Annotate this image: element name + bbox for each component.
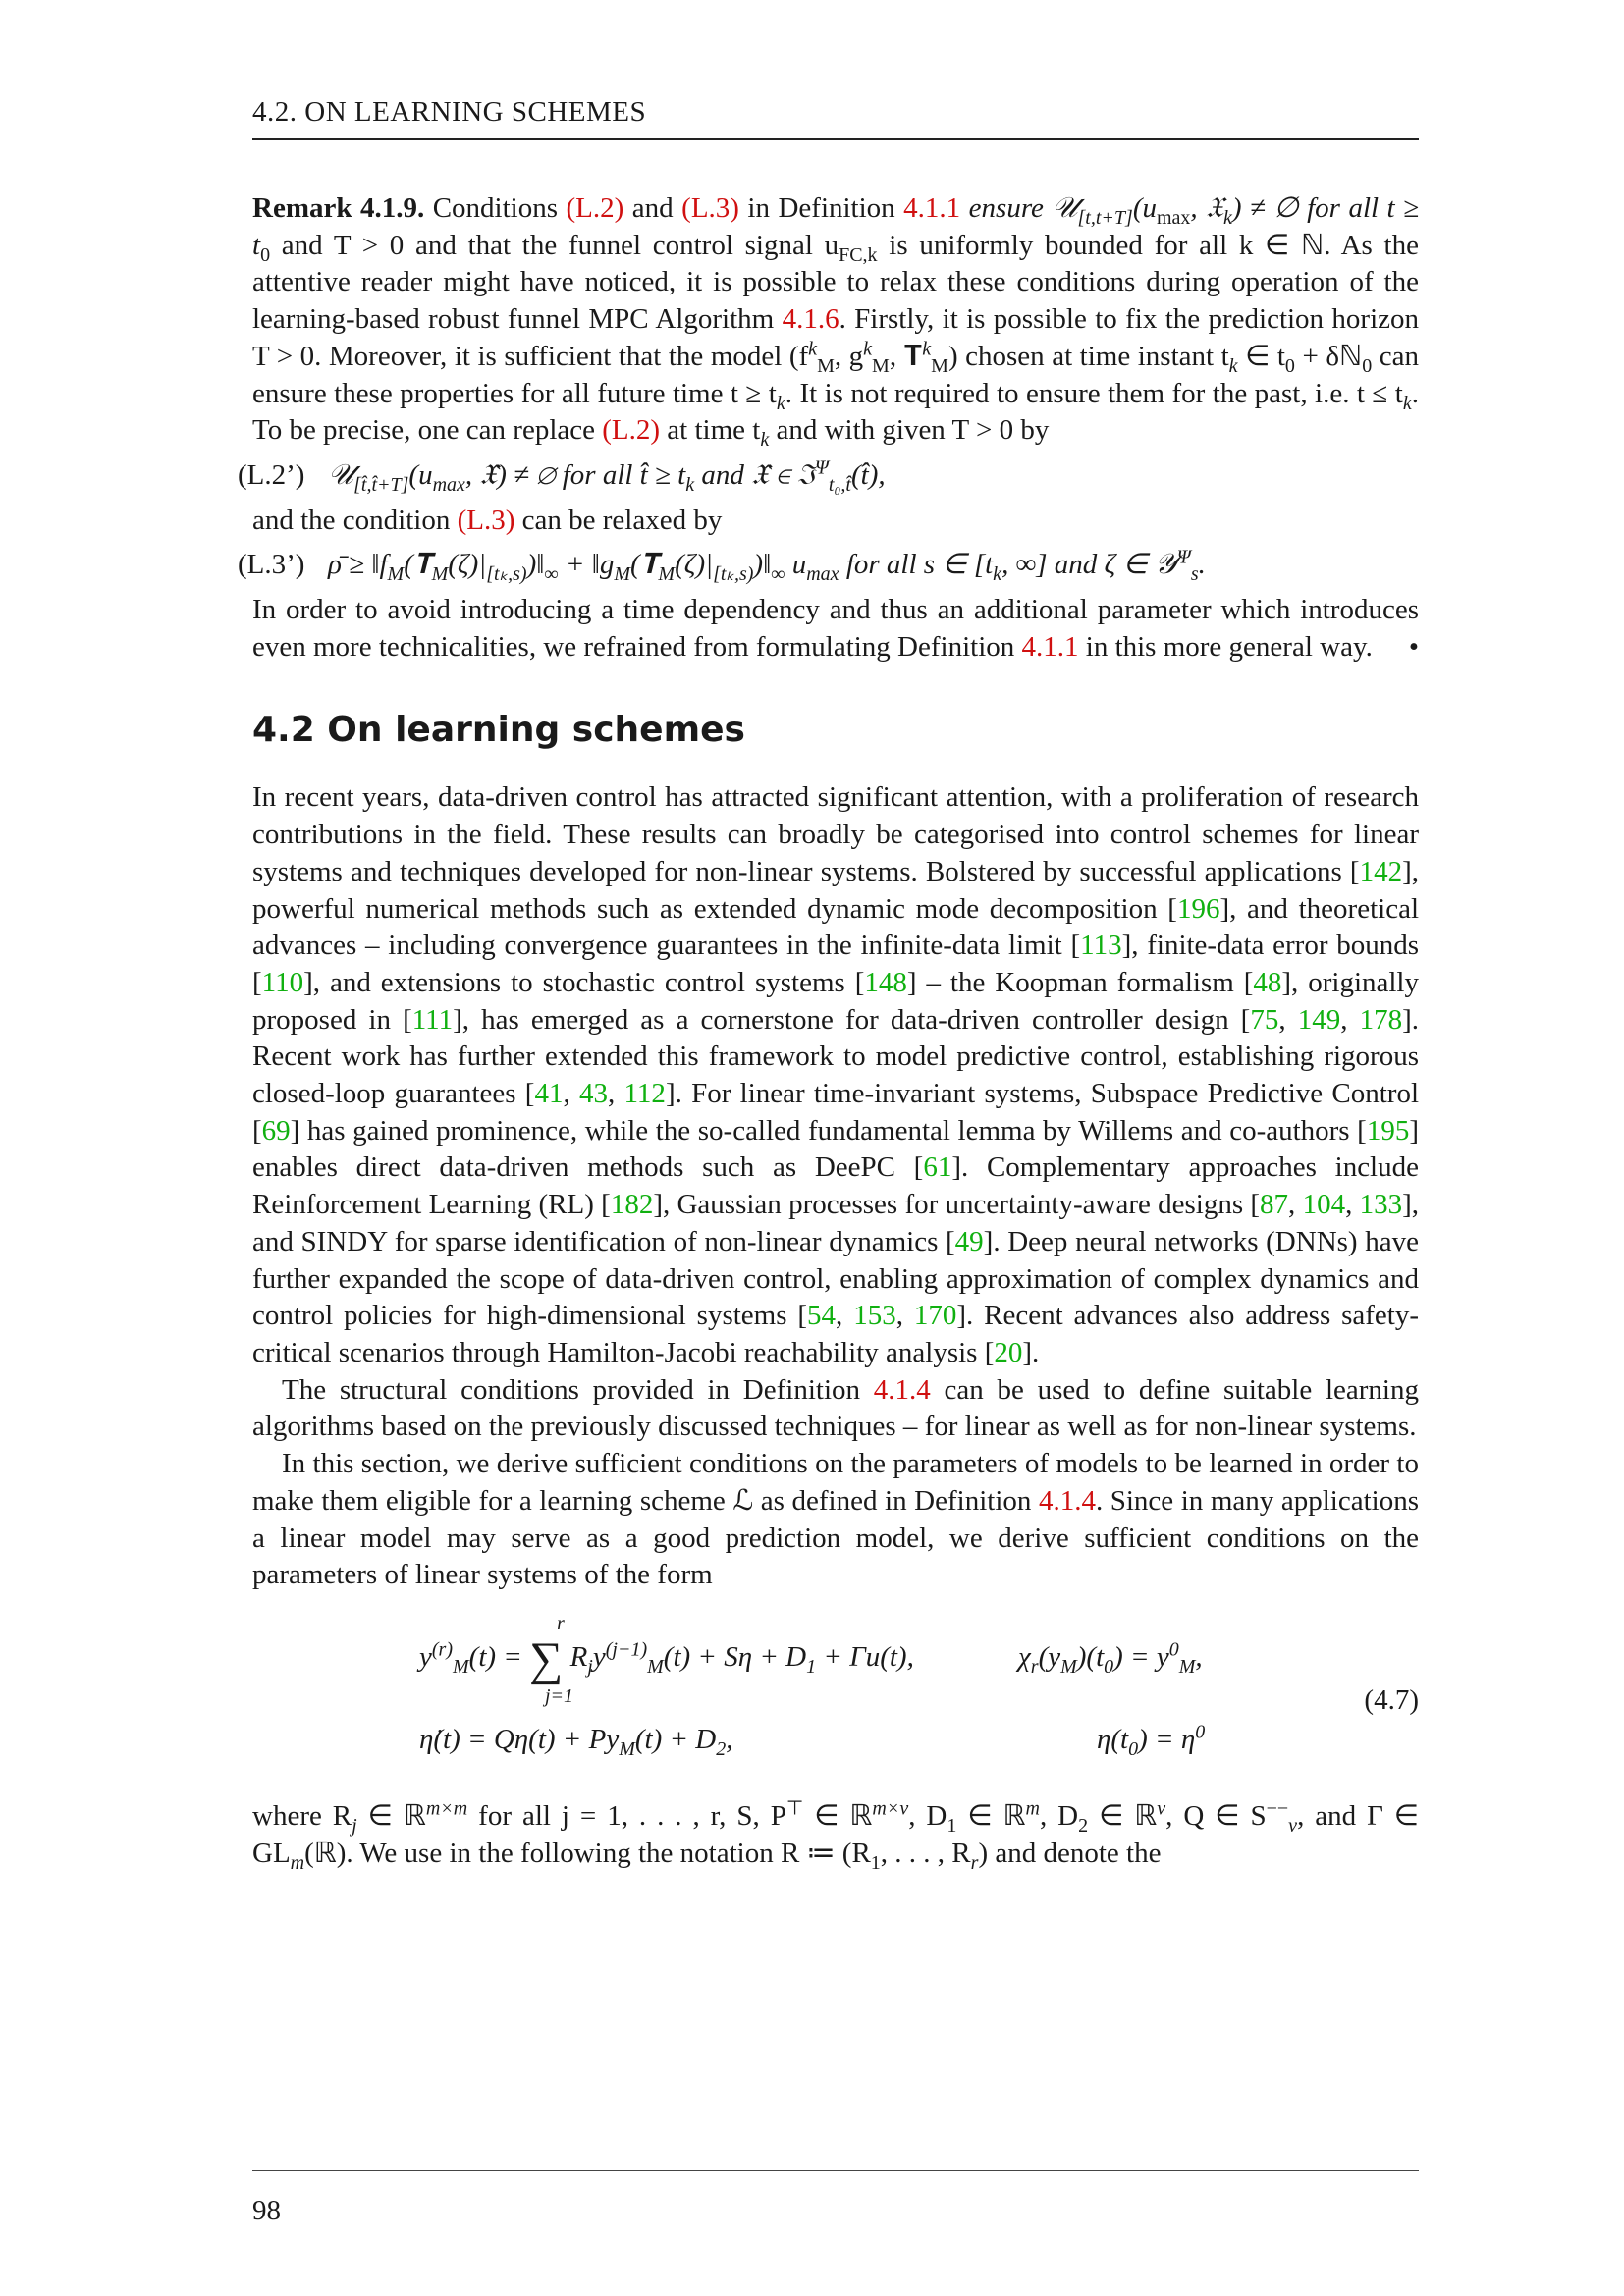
ref-l2[interactable]: (L.2) (602, 414, 661, 447)
equation-row-2: η̇(t) = $Q\eta(t) + Py_M(t) + D_2$, (419, 1723, 733, 1760)
section-heading: 4.2 On learning schemes (252, 710, 745, 751)
condition-text: ρ̄ ≥ $‖f_M(𝐓_M(\zeta)|_{[t_k,s)})‖_\infty$ + $‖g_M(𝐓_M(\zeta)|_{[t_k,s)})‖_\infty$ $u_{max}$ for all s ∈ [$t_k$, ∞] and ζ ∈ 𝒴$^\Psi_s$. (328, 546, 1206, 586)
citation[interactable]: 111 (411, 1003, 454, 1036)
citation[interactable]: 148 (864, 966, 907, 998)
ref-def-4-1-4[interactable]: 4.1.4 (1038, 1484, 1096, 1517)
remark-paragraph-3: In order to avoid introducing a time dependency and thus an additional parameter which introduces even more technicalities, we refrained from formulating Definition 4.1.1 in this more general way. • (252, 592, 1419, 666)
ref-l3[interactable]: (L.3) (457, 504, 515, 536)
section-paragraph-2: The structural conditions provided in Definition 4.1.4 can be used to define suitable learning algorithms based on the previously discussed techniques – for linear as well as for non-linear systems. (252, 1373, 1419, 1443)
condition-label: (L.2’) (238, 458, 305, 491)
citation[interactable]: 61 (923, 1151, 952, 1184)
citation[interactable]: 196 (1176, 892, 1220, 925)
condition-text: $𝒰_{[t̂,t̂+T]}(u_{max}$, 𝔛̂) ≠ ∅ for all t̂ ≥ $t_k$ and 𝔛̂ ∈ ℑ$^\Psi_{t_0,t̂}$(t̂), (328, 456, 886, 496)
citation[interactable]: 149 (1297, 1003, 1341, 1036)
citation[interactable]: 178 (1359, 1003, 1403, 1036)
citation[interactable]: 170 (913, 1300, 957, 1332)
remark-label: Remark 4.1.9. (252, 192, 425, 224)
ref-alg-4-1-6[interactable]: 4.1.6 (782, 303, 839, 336)
citation[interactable]: 110 (261, 966, 304, 998)
citation[interactable]: 41 (534, 1078, 564, 1110)
citation[interactable]: 112 (623, 1078, 666, 1110)
citation[interactable]: 54 (807, 1300, 837, 1332)
citation[interactable]: 87 (1260, 1189, 1289, 1221)
running-header: 4.2. ON LEARNING SCHEMES (252, 96, 647, 128)
condition-label: (L.3’) (238, 549, 305, 581)
end-of-remark-mark: • (1408, 630, 1419, 663)
citation[interactable]: 75 (1250, 1003, 1279, 1036)
citation[interactable]: 182 (610, 1189, 654, 1221)
citation[interactable]: 195 (1366, 1114, 1410, 1147)
equation-4-7 (252, 1612, 1419, 1781)
footer-rule (252, 2170, 1419, 2171)
remark-paragraph-2: and the condition (L.3) can be relaxed by (252, 504, 723, 536)
citation[interactable]: 153 (853, 1300, 896, 1332)
sum-symbol: ∑ (529, 1632, 564, 1685)
citation[interactable]: 20 (994, 1336, 1023, 1368)
section-paragraph-4: where $R_j$ ∈ ℝ$^{m\times m}$ for all j = 1, . . . , r, S, P⊤ ∈ ℝ$^{m\times\nu}$, $D_1$ ∈ ℝ$^m$, $D_2$ ∈ ℝ$^\nu$, Q ∈ $S^{--}_\nu$, and Γ ∈ $GL_m(ℝ)$. We use in the following the notation R ≔ ($R_1$, . . . , $R_r$) and denote the (252, 1797, 1420, 1874)
ref-l3[interactable]: (L.3) (681, 192, 739, 224)
sum-upper-limit: r (557, 1612, 565, 1634)
ref-def-4-1-4[interactable]: 4.1.4 (873, 1373, 931, 1406)
equation-initial-condition-2: $\eta(t_0) = \eta^0$ (1097, 1721, 1206, 1760)
remark-paragraph: Remark 4.1.9. Conditions (L.2) and (L.3) in Definition 4.1.1 ensure $𝒰_{[t,t+T]}(u_{max}$, 𝔛$_k$) ≠ ∅ for all $t \ge t_0$ and T > 0 and that the funnel control signal $u_{FC,k}$ is uniformly bounded for all k ∈ ℕ. As the attentive reader might have noticed, it is possible to relax these conditions during operation of the learning-based robust funnel MPC Algorithm 4.1.6. Firstly, it is possible to fix the prediction horizon T > 0. Moreover, it is sufficient that the model ($f^k_M$, $g^k_M$, 𝐓$^k_M$) chosen at time instant $t_k$ ∈ $t_0$ + δℕ$_0$ can ensure these properties for all future time $t \ge t_k$. It is not required to ensure them for the past, i.e. $t \le t_k$. To be precise, one can replace (L.2) at time $t_k$ and with given T > 0 by (252, 192, 1420, 452)
equation-number: (4.7) (1364, 1683, 1419, 1716)
page-body (238, 190, 1420, 1874)
section-paragraph-1: In recent years, data-driven control has attracted significant attention, with a proliferation of research contributions in the field. These results can broadly be categorised into control schemes for linear systems and techniques developed for non-linear systems. Bolstered by successful applications [142], powerful numerical methods such as extended dynamic mode decomposition [196], and theoretical advances – including convergence guarantees in the infinite-data limit [113], finite-data error bounds [110], and extensions to stochastic control systems [148] – the Koopman formalism [48], originally proposed in [111], has emerged as a cornerstone for data-driven controller design [75, 149, 178]. Recent work has further extended this framework to model predictive control, establishing rigorous closed-loop guarantees [41, 43, 112]. For linear time-invariant systems, Subspace Predictive Control [69] has gained prominence, while the so-called fundamental lemma by Willems and co-authors [195] enables direct data-driven methods such as DeePC [61]. Complementary approaches include Reinforcement Learning (RL) [182], Gaussian processes for uncertainty-aware designs [87, 104, 133], and SINDY for sparse identification of non-linear dynamics [49]. Deep neural networks (DNNs) have further expanded the scope of data-driven control, enabling approximation of complex dynamics and control policies for high-dimensional systems [54, 153, 170]. Recent advances also address safety-critical scenarios through Hamilton-Jacobi reachability analysis [20]. (252, 781, 1420, 1368)
condition-l3-prime (238, 546, 1419, 586)
page-number: 98 (252, 2195, 281, 2226)
citation[interactable]: 133 (1359, 1189, 1403, 1221)
citation[interactable]: 48 (1253, 966, 1282, 998)
ref-def-4-1-1[interactable]: 4.1.1 (1021, 630, 1079, 663)
section-paragraph-3: In this section, we derive sufficient conditions on the parameters of models to be learned in order to make them eligible for a learning scheme ℒ as defined in Definition 4.1.4. Since in many applications a linear model may serve as a good prediction model, we derive sufficient conditions on the parameters of linear systems of the form (252, 1448, 1419, 1591)
citation[interactable]: 113 (1080, 930, 1122, 962)
citation[interactable]: 43 (578, 1078, 608, 1110)
ref-l2[interactable]: (L.2) (566, 192, 624, 224)
citation[interactable]: 49 (954, 1225, 984, 1257)
sum-lower-limit: j=1 (545, 1684, 574, 1707)
citation[interactable]: 104 (1302, 1189, 1346, 1221)
citation[interactable]: 142 (1359, 855, 1403, 887)
equation-initial-condition-1: $\chi_r(y_M)(t_0) = y^0_M$, (1018, 1638, 1203, 1678)
header-rule (252, 138, 1419, 140)
equation-row-1: $y^{(r)}_M(t)$ = ∑ $R_jy^{(j-1)}_M(t) + S\eta + D_1 + \Gamma u(t)$, (419, 1632, 914, 1685)
citation[interactable]: 69 (261, 1114, 291, 1147)
ref-def-4-1-1[interactable]: 4.1.1 (903, 192, 961, 224)
condition-l2-prime (238, 456, 1419, 496)
